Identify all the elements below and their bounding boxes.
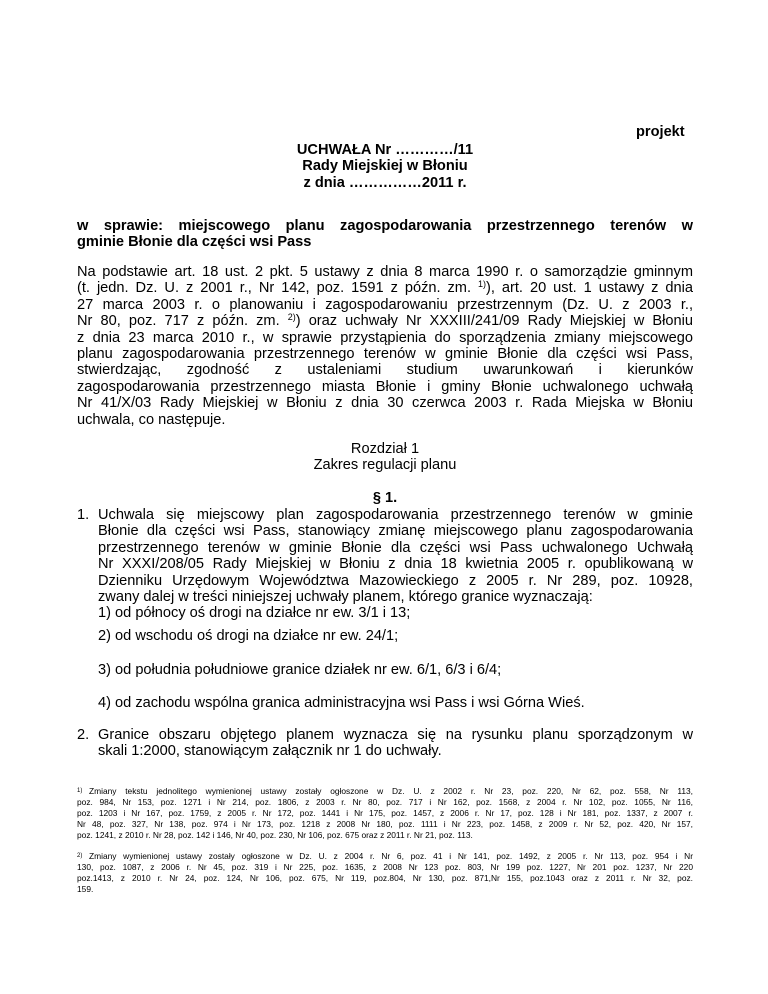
footnote-line: 159. xyxy=(77,884,94,894)
preamble-line: uchwala, co następuje. xyxy=(77,411,226,428)
preamble-line: (t. jedn. Dz. U. z 2001 r., Nr 142, poz. 1591 z późn. zm. $^{1)}$), art. 20 ust. 1 ustawy z dnia xyxy=(77,279,693,297)
boundary-west: 4) od zachodu wspólna granica administracyjna wsi Pass i wsi Górna Wieś. xyxy=(98,695,585,711)
boundary-east: 2) od wschodu oś drogi na działce nr ew. 24/1; xyxy=(98,628,399,644)
footnote-line: 130, poz. 1087, z 2006 r. Nr 45, poz. 319 i Nr 225, poz. 1635, z 2008 Nr 123 poz. 803, Nr 199 poz. 1227, Nr 201 poz. 1237, Nr 220 xyxy=(77,862,693,872)
footnote-ref-2: 2) xyxy=(287,312,296,323)
item-line: przestrzennego terenów w gminie Błonie dla części wsi Pass uchwalonego Uchwałą xyxy=(98,539,693,556)
preamble-line: Nr 41/X/03 Rady Miejskiej w Błoniu z dnia 30 czerwca 2003 r. Rada Miejska w Błoniu xyxy=(77,395,693,412)
resolution-council: Rady Miejskiej w Błoniu xyxy=(302,158,468,175)
footnote-1 xyxy=(89,786,693,797)
footnote-2-body xyxy=(77,862,693,895)
footnote-1-body xyxy=(77,797,693,841)
preamble-line: Na podstawie art. 18 ust. 2 pkt. 5 ustawy z dnia 8 marca 1990 r. o samorządzie gminnym xyxy=(77,264,693,280)
preamble-line: Nr 80, poz. 717 z późn. zm. $^{2)}$) oraz uchwały Nr XXXIII/241/09 Rady Miejskiej w Błoniu xyxy=(77,312,693,330)
subject-line: w sprawie: miejscowego planu zagospodarowania przestrzennego terenów w xyxy=(77,218,693,234)
footnote-1-mark: 1) xyxy=(77,788,83,794)
chapter-number: Rozdział 1 xyxy=(350,441,420,457)
item-line: Błonie dla części wsi Pass, stanowiący zmianę miejscowego planu zagospodarowania xyxy=(98,523,693,540)
item-line: Granice obszaru objętego planem wyznacza się na rysunku planu sporządzonym w xyxy=(98,727,693,743)
footnote-2-mark: 2) xyxy=(77,853,83,859)
preamble-line: stwierdzając, zgodność z ustaleniami studium uwarunkowań i kierunków xyxy=(77,362,693,379)
subject-line: gminie Błonie dla części wsi Pass xyxy=(77,234,312,251)
chapter-heading xyxy=(240,441,530,474)
footnote-ref-1: 1) xyxy=(478,279,487,290)
preamble xyxy=(77,264,693,428)
preamble-line: planu zagospodarowania przestrzennego terenów w gminie Błonie dla części wsi Pass, xyxy=(77,346,693,363)
preamble-line: z dnia 23 marca 2010 r., w sprawie przystąpienia do sporządzenia zmiany miejscowego xyxy=(77,329,693,346)
chapter-title: Zakres regulacji planu xyxy=(313,457,457,474)
resolution-title xyxy=(240,142,530,191)
footnote-line: Zmiany wymienionej ustawy zostały ogłoszone w Dz. U. z 2004 r. Nr 6, poz. 41 i Nr 141, poz. 1492, z 2005 r. Nr 113, poz. 954 i Nr xyxy=(89,851,693,861)
boundary-south: 3) od południa południowe granice działek nr ew. 6/1, 6/3 i 6/4; xyxy=(98,662,502,678)
footnote-line: poz. 1203 i Nr 167, poz. 1759, z 2005 r. Nr 172, poz. 1441 i Nr 175, poz. 1457, z 2006 r. Nr 17, poz. 128 i Nr 181, poz. 1337, z 2007 r. xyxy=(77,808,693,818)
item-line: zwany dalej w treści niniejszej uchwały planem, którego granice wyznaczają: xyxy=(98,589,593,606)
item-line: Nr XXXI/208/05 Rady Miejskiej w Błoniu z dnia 18 kwietnia 2005 r. opublikowaną w xyxy=(98,556,693,573)
footnote-line: poz.1413, z 2010 r. Nr 24, poz. 124, Nr 106, poz. 675, Nr 119, poz.804, Nr 130, poz. 871,Nr 155, poz.1043 oraz z 2011 r. Nr 32, poz. xyxy=(77,873,693,883)
item-1-number: 1. xyxy=(77,507,90,523)
boundary-north: 1) od północy oś drogi na działce nr ew. 3/1 i 13; xyxy=(98,605,411,622)
footnote-2 xyxy=(89,851,693,862)
footnote-line: poz. 1241, z 2010 r. Nr 28, poz. 142 i 146, Nr 40, poz. 230, Nr 106, poz. 675 oraz z 2011 r. Nr 21, poz. 113. xyxy=(77,830,473,840)
item-line: Dzienniku Urzędowym Województwa Mazowieckiego z 2005 r. Nr 289, poz. 10928, xyxy=(98,572,693,589)
footnote-line: Zmiany tekstu jednolitego wymienionej ustawy zostały ogłoszone w Dz. U. z 2002 r. Nr 23, poz. 220, Nr 62, poz. 558, Nr 113, xyxy=(89,786,693,796)
resolution-date: z dnia ……………2011 r. xyxy=(303,174,467,191)
resolution-number: UCHWAŁA Nr …………/11 xyxy=(296,142,474,158)
item-2-text xyxy=(98,727,693,760)
resolution-subject xyxy=(77,218,693,251)
item-1-text xyxy=(98,507,693,622)
item-line: skali 1:2000, stanowiącym załącznik nr 1 do uchwały. xyxy=(98,743,442,760)
footnote-line: Nr 48, poz. 327, Nr 138, poz. 974 i Nr 173, poz. 1218 z 2008 Nr 180, poz. 1111 i Nr 223, poz. 1458, z 2009 r. Nr 52, poz. 420, Nr 157, xyxy=(77,819,693,829)
footnote-line: poz. 984, Nr 153, poz. 1271 i Nr 214, poz. 1806, z 2003 r. Nr 80, poz. 717 i Nr 162, poz. 1568, z 2004 r. Nr 102, poz. 1055, Nr 116, xyxy=(77,797,693,807)
item-2-number: 2. xyxy=(77,727,90,743)
preamble-line: zagospodarowania przestrzennego miasta Błonie i gminy Błonie uchwalonego uchwałą xyxy=(77,378,693,395)
project-label: projekt xyxy=(636,124,685,140)
section-symbol: § 1. xyxy=(372,490,398,506)
item-line: Uchwala się miejscowy plan zagospodarowania przestrzennego terenów w gminie xyxy=(98,507,693,523)
preamble-line: 27 marca 2003 r. o planowaniu i zagospodarowaniu przestrzennym (Dz. U. z 2003 r., xyxy=(77,296,693,313)
